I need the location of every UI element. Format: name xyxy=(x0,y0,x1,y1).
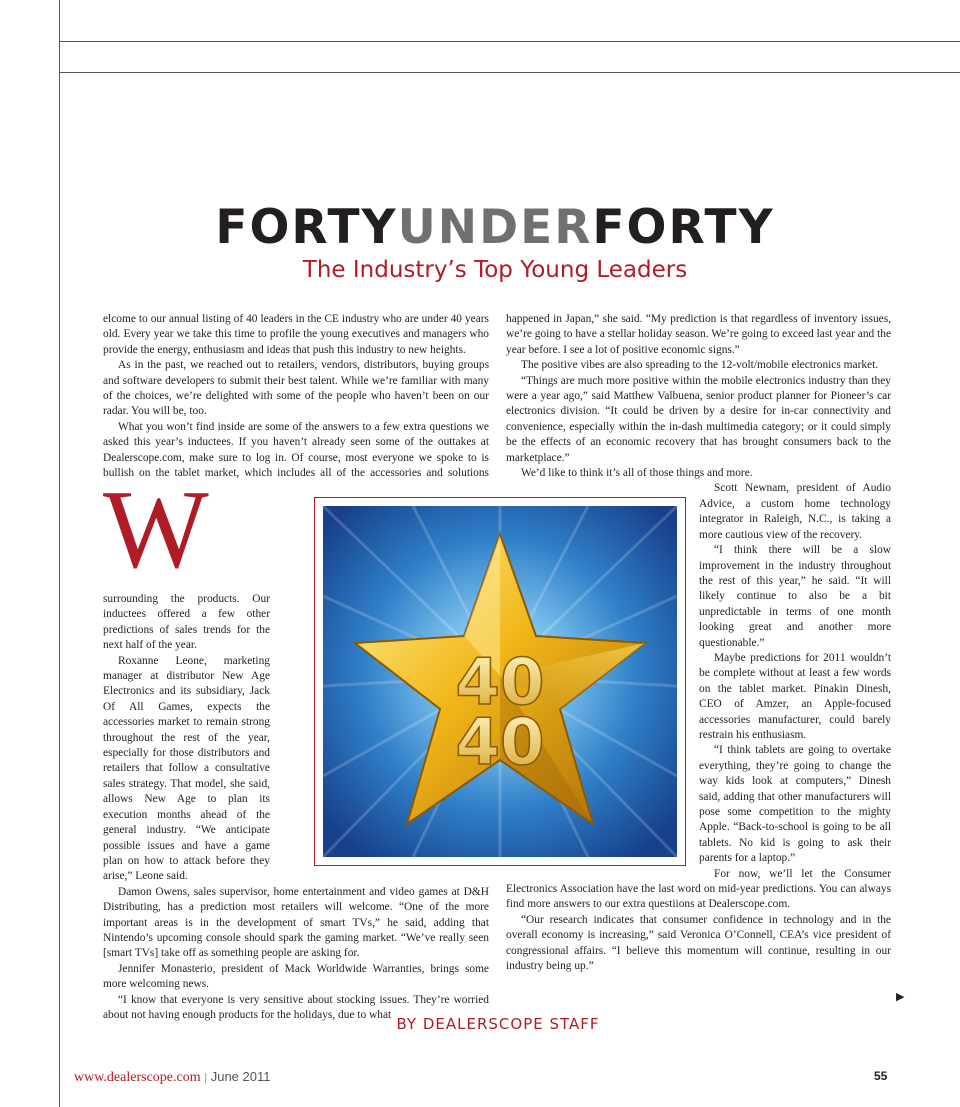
header-rule-top xyxy=(59,41,960,42)
star-illustration xyxy=(323,506,677,857)
feature-title xyxy=(0,200,960,256)
margin-rule xyxy=(59,0,60,1107)
title-part-1: FORTY xyxy=(215,200,398,255)
art-number-bottom: 40 xyxy=(455,706,545,780)
feature-subtitle: The Industry’s Top Young Leaders xyxy=(302,257,688,283)
byline: BY DEALERSCOPE STAFF xyxy=(396,1015,600,1033)
footer-url[interactable]: www.dealerscope.com xyxy=(74,1070,201,1085)
paragraph: Jennifer Monasterio, president of Mack Worldwide Warranties, brings some more welcoming news. xyxy=(103,962,489,991)
paragraph: The positive vibes are also spreading to the 12-volt/mobile electronics market. xyxy=(521,359,879,372)
paragraph: happened in Japan,” she said. “My prediction is that regardless of inventory issues, we’re going to have a stellar holiday season. We’re going to exceed last year and the year before. I see a lot of positive economic signs.” xyxy=(506,313,891,356)
title-part-2: UNDER xyxy=(397,200,593,255)
paragraph: As in the past, we reached out to retailers, vendors, distributors, buying groups and software developers to submit their best talent. While we’re familiar with many of the choices, we’re delighted with some of the people who haven’t been on our radar. You will be, too. xyxy=(103,359,489,418)
paragraph: “Things are much more positive within the mobile electronics industry than they were a year ago,” said Matthew Valbuena, senior product planner for Pioneer’s car electronics division. “It could be driven by a desire for in-car connectivity and convenience, especially within the in-dash multimedia category; or it could simply be the effects of an economic recovery that has brought consumers back to the marketplace.” xyxy=(506,374,891,464)
paragraph: Damon Owens, sales supervisor, home entertainment and video games at D&H Distributing, has a prediction most retailers will welcome. “One of the more important areas is in the development of smart TVs,” he said, adding that Nintendo’s upcoming console should spark the gaming market. “We’ve really seen [smart TVs] take off as something people are asking for. xyxy=(103,885,489,960)
continue-arrow-icon: ▶ xyxy=(896,991,905,1003)
paragraph: “I think there will be a slow improvement in the industry throughout the rest of this year,” he said. “It will likely continue to also be a bit unpredictable in terms of one month looking great and another more questionable.” xyxy=(699,544,891,649)
title-part-3: FORTY xyxy=(592,200,775,255)
paragraph: We’d like to think it’s all of those things and more. xyxy=(521,467,753,480)
paragraph: “I think tablets are going to overtake everything, they’re going to change the way kids look at computers,” Dinesh said, adding that other manufacturers will pose some competition to the mighty Apple. “Back-to-school is going to be all tablets. No kid is going to ask their parents for a laptop.” xyxy=(699,744,891,865)
header-rule-bottom xyxy=(59,72,960,73)
star-artwork xyxy=(314,497,686,866)
paragraph: For now, we’ll let the Consumer Electronics Association have the last word on mid-year predictions. You can always find more answers to our extra questiions at Dealerscope.com. xyxy=(506,867,891,911)
paragraph: What you won’t find inside are some of the answers to a few extra questions we asked this year’s inductees. If you haven’t already seen some of the outtakes at Dealerscope.com, make sure to log in. Of course, most everyone we spoke to is bullish on the tablet market, which includes all of the accessories and solutions surrounding the products. Our inductees offered a few other predictions of sales trends for the next half of the year. xyxy=(103,420,489,652)
paragraph: “Our research indicates that consumer confidence in technology and in the overall economy is increasing,” said Veronica O’Connell, CEA’s vice president of congressional affairs. “I believe this momentum will continue, resulting in our industry being up.” xyxy=(506,913,891,973)
drop-cap: W xyxy=(103,468,209,592)
footer-date: June 2011 xyxy=(210,1069,271,1084)
paragraph: “I know that everyone is very sensitive about stocking issues. They’re worried about not having enough products for the holidays, due to what xyxy=(103,993,489,1021)
paragraph: Maybe predictions for 2011 wouldn’t be complete without at least a few words on the tablet market. Pinakin Dinesh, CEO of Amzer, an Apple-focused accessories manufacturer, could barely restrain his enthusiasm. xyxy=(699,651,891,741)
footer-separator: | xyxy=(204,1072,208,1084)
paragraph: Roxanne Leone, marketing manager at distributor New Age Electronics and its subsidiary, Jack Of All Games, expects the accessories market to remain strong throughout the rest of the year, especially for those distributors and retailers that follow a consultative sales strategy. That model, she said, allows New Age to plan its execution months ahead of the general industry. “We anticipate possible issues and have a game plan on how to attack before they arise,” Leone said. xyxy=(103,654,270,883)
paragraph: Scott Newnam, president of Audio Advice, a custom home technology integrator in Raleigh, N.C., is taking a more cautious view of the recovery. xyxy=(699,482,891,541)
page-number: 55 xyxy=(874,1069,888,1083)
paragraph: elcome to our annual listing of 40 leaders in the CE industry who are under 40 years old. Every year we take this time to profile the young executives and managers who provide the energy, enthusiasm and ideas that push this industry to new heights. xyxy=(103,313,489,356)
page-footer xyxy=(74,1069,270,1086)
art-number-top: 40 xyxy=(455,646,545,720)
